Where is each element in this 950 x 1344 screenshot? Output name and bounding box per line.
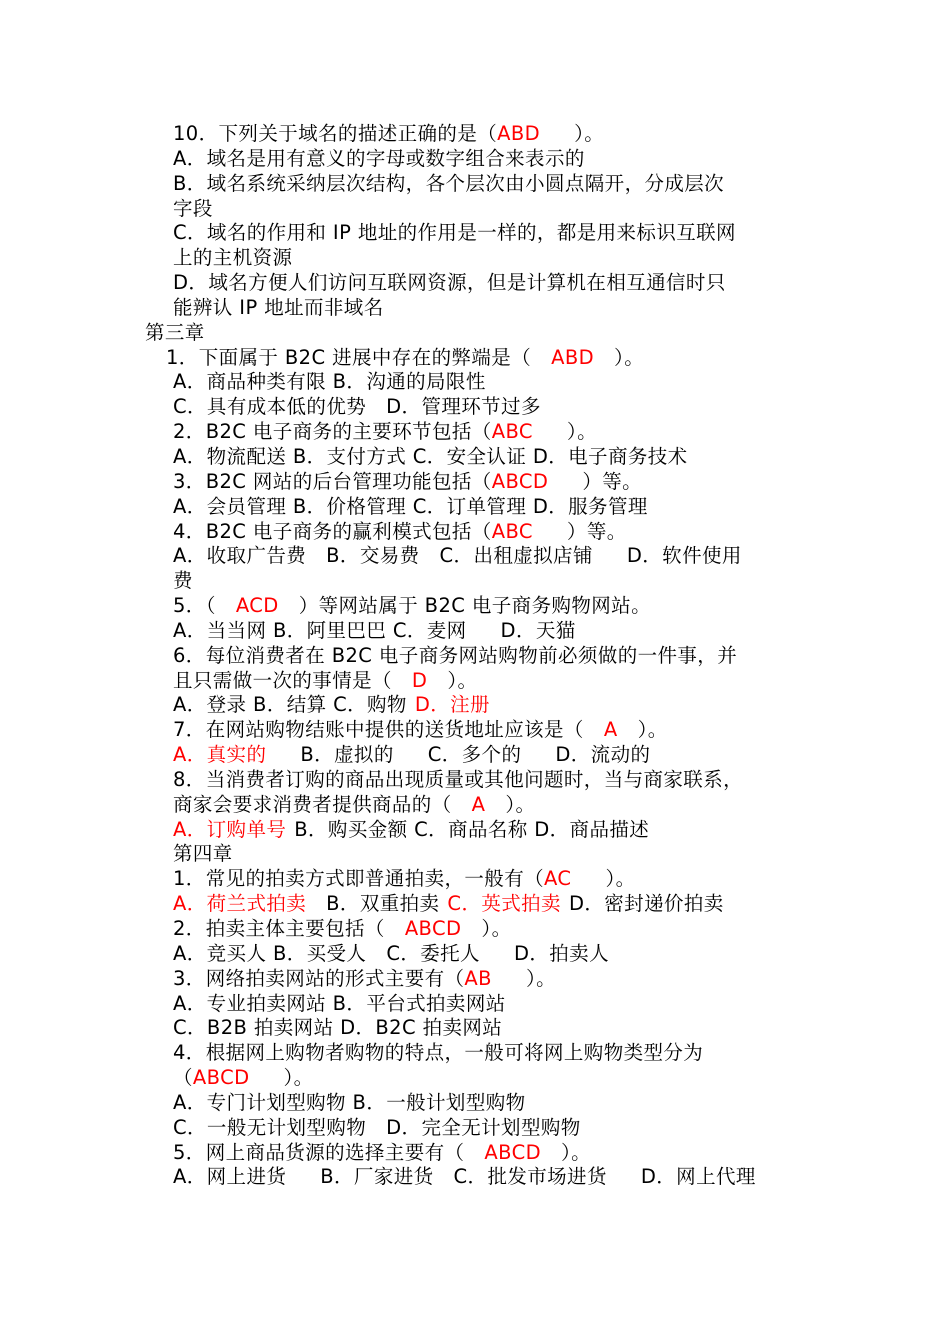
ch4-question-1-options [0, 892, 950, 917]
option-b: B．厂家进货 [320, 1165, 434, 1189]
option-c: C．批发市场进货 [453, 1165, 607, 1189]
answer-mark: A [603, 718, 618, 742]
option-d: D．流动的 [555, 743, 651, 767]
stem-text: 4．B2C 电子商务的赢利模式包括（ [173, 519, 492, 543]
option-a: A．网上进货 [173, 1165, 287, 1189]
ch4-question-1-stem [0, 867, 950, 892]
ch3-question-2-stem [0, 420, 950, 445]
option-a-answer: A．真实的 [173, 743, 267, 767]
answer-mark: AC [544, 867, 572, 891]
option-ab: A．竞买人 B．买受人 [173, 941, 367, 965]
stem-text: ）。 [561, 1140, 592, 1164]
stem-text: ）。 [447, 668, 478, 692]
ch3-question-7-options [0, 743, 950, 768]
ch4-question-4-stem-cont [0, 1066, 950, 1091]
option-d: D．拍卖人 [513, 941, 609, 965]
answer-mark: ABC [491, 519, 533, 543]
ch4-question-3-options-cd: C．B2B 拍卖网站 D．B2C 拍卖网站 [173, 1016, 503, 1040]
ch4-question-4-stem: 4．根据网上购物者购物的特点，一般可将网上购物类型分为 [173, 1041, 704, 1065]
stem-text: ）等网站属于 B2C 电子商务购物网站。 [298, 594, 651, 618]
option-b: B．交易费 [326, 544, 420, 568]
ch3-question-6-stem: 6．每位消费者在 B2C 电子商务网站购物前必须做的一件事，并 [173, 643, 738, 667]
option-d: D．完全无计划型购物 [386, 1115, 581, 1139]
stem-text: ）。 [283, 1066, 314, 1090]
stem-text: 7．在网站购物结账中提供的送货地址应该是（ [173, 718, 584, 742]
ch4-question-5-stem [0, 1141, 950, 1166]
question-10-option-a: A．域名是用有意义的字母或数字组合来表示的 [173, 146, 585, 170]
stem-text: ）。 [605, 867, 636, 891]
stem-text: ）。 [505, 792, 536, 816]
ch3-question-8-stem-cont [0, 793, 950, 818]
ch3-question-5-options [0, 619, 950, 644]
stem-text: 3．网络拍卖网站的形式主要有（ [173, 966, 465, 990]
stem-text: 3．B2C 网站的后台管理功能包括（ [173, 469, 492, 493]
answer-mark: ABC [491, 420, 533, 444]
option-b: B．双重拍卖 [326, 892, 440, 916]
option-a: A．收取广告费 [173, 544, 307, 568]
chapter-4-heading: 第四章 [173, 842, 233, 866]
ch3-question-5-stem [0, 594, 950, 619]
stem-text: ）。 [481, 917, 512, 940]
answer-mark: ABCD [192, 1066, 250, 1090]
stem-text: （ [173, 1066, 193, 1090]
question-10-option-d-cont: 能辨认 IP 地址而非域名 [173, 295, 384, 319]
option-c: C．一般无计划型购物 [173, 1115, 367, 1139]
ch4-question-3-options-ab: A．专业拍卖网站 B．平台式拍卖网站 [173, 991, 506, 1015]
option-d: D．天猫 [500, 618, 576, 642]
ch4-question-3-stem [0, 967, 950, 992]
ch3-question-2-options: A．物流配送 B．支付方式 C．安全认证 D．电子商务技术 [173, 444, 688, 468]
stem-text: 2．拍卖主体主要包括（ [173, 917, 385, 940]
answer-mark: ABCD [404, 917, 462, 940]
document-body [0, 122, 950, 1190]
option-c: C．多个的 [427, 743, 522, 767]
stem-text: ）。 [637, 718, 668, 742]
answer-mark: ABD [551, 345, 595, 369]
stem-text: 10．下列关于域名的描述正确的是（ [173, 122, 498, 145]
answer-mark: ABCD [491, 469, 549, 493]
ch3-question-4-options [0, 544, 950, 569]
option-c-answer: C．英式拍卖 [447, 892, 561, 916]
stem-text: 1．常见的拍卖方式即普通拍卖，一般有（ [173, 867, 545, 891]
ch3-question-7-stem [0, 718, 950, 743]
stem-text: ）等。 [582, 469, 643, 493]
option-d: D．管理环节过多 [386, 395, 541, 419]
option-d-answer: D．注册 [414, 693, 490, 717]
stem-text: 2．B2C 电子商务的主要环节包括（ [173, 420, 492, 444]
answer-mark: ACD [235, 594, 279, 618]
stem-text: ）。 [525, 966, 557, 990]
stem-text: ）等。 [566, 519, 627, 543]
stem-text: 商家会要求消费者提供商品的（ [173, 792, 452, 816]
option-c: C．具有成本低的优势 [173, 395, 367, 419]
option-d: D．软件使用 [626, 544, 742, 568]
ch3-question-1-stem [0, 346, 950, 371]
option-c: C．出租虚拟店铺 [439, 544, 593, 568]
option-bcd: B．购买金额 C．商品名称 D．商品描述 [294, 817, 650, 841]
stem-text: 1．下面属于 B2C 进展中存在的弊端是（ [166, 345, 532, 369]
ch4-question-5-options [0, 1165, 950, 1190]
chapter-3-heading: 第三章 [145, 320, 205, 344]
ch4-question-2-options [0, 942, 950, 967]
option-abc: A．当当网 B．阿里巴巴 C．麦网 [173, 618, 467, 642]
ch4-question-2-stem [0, 917, 950, 942]
ch3-question-1-options-ab: A．商品种类有限 B．沟通的局限性 [173, 370, 486, 394]
stem-text: 5．（ [173, 594, 216, 618]
question-10-option-c-cont: 上的主机资源 [173, 246, 293, 270]
answer-mark: D [411, 668, 428, 692]
answer-mark: AB [464, 966, 492, 990]
option-b: B．虚拟的 [300, 743, 394, 767]
question-10-option-b: B．域名系统采纳层次结构，各个层次由小圆点隔开，分成层次 [173, 171, 725, 195]
stem-text: 5．网上商品货源的选择主要有（ [173, 1140, 465, 1164]
answer-mark: A [471, 792, 486, 816]
option-d: D．网上代理 [640, 1165, 756, 1189]
ch4-question-4-options-cd [0, 1116, 950, 1141]
ch3-question-6-stem-cont [0, 669, 950, 694]
option-abc: A．登录 B．结算 C．购物 [173, 693, 407, 717]
answer-mark: ABD [497, 122, 541, 145]
option-d: D．密封递价拍卖 [568, 892, 724, 916]
option-a-answer: A．荷兰式拍卖 [173, 892, 307, 916]
option-a-answer: A．订购单号 [173, 817, 287, 841]
answer-mark: ABCD [484, 1140, 542, 1164]
ch3-question-1-options-cd [0, 395, 950, 420]
question-10-option-d: D．域名方便人们访问互联网资源，但是计算机在相互通信时只 [173, 271, 726, 295]
ch3-question-8-stem: 8．当消费者订购的商品出现质量或其他问题时，当与商家联系， [173, 767, 744, 791]
option-c: C．委托人 [386, 941, 480, 965]
ch4-question-4-options-ab: A．专门计划型购物 B．一般计划型购物 [173, 1090, 526, 1114]
ch3-question-4-stem [0, 520, 950, 545]
question-10-stem [0, 122, 950, 147]
ch3-question-4-options-cont: 费 [173, 569, 193, 593]
question-10-option-c: C．域名的作用和 IP 地址的作用是一样的，都是用来标识互联网 [173, 221, 736, 245]
ch3-question-3-stem [0, 470, 950, 495]
stem-text: 且只需做一次的事情是（ [173, 668, 392, 692]
ch3-question-3-options: A．会员管理 B．价格管理 C．订单管理 D．服务管理 [173, 494, 648, 518]
stem-text: ）。 [574, 122, 605, 145]
ch3-question-8-options [0, 818, 950, 843]
ch3-question-6-options [0, 693, 950, 718]
question-10-option-b-cont: 字段 [173, 196, 213, 220]
stem-text: ）。 [566, 420, 597, 444]
stem-text: ）。 [614, 345, 645, 369]
